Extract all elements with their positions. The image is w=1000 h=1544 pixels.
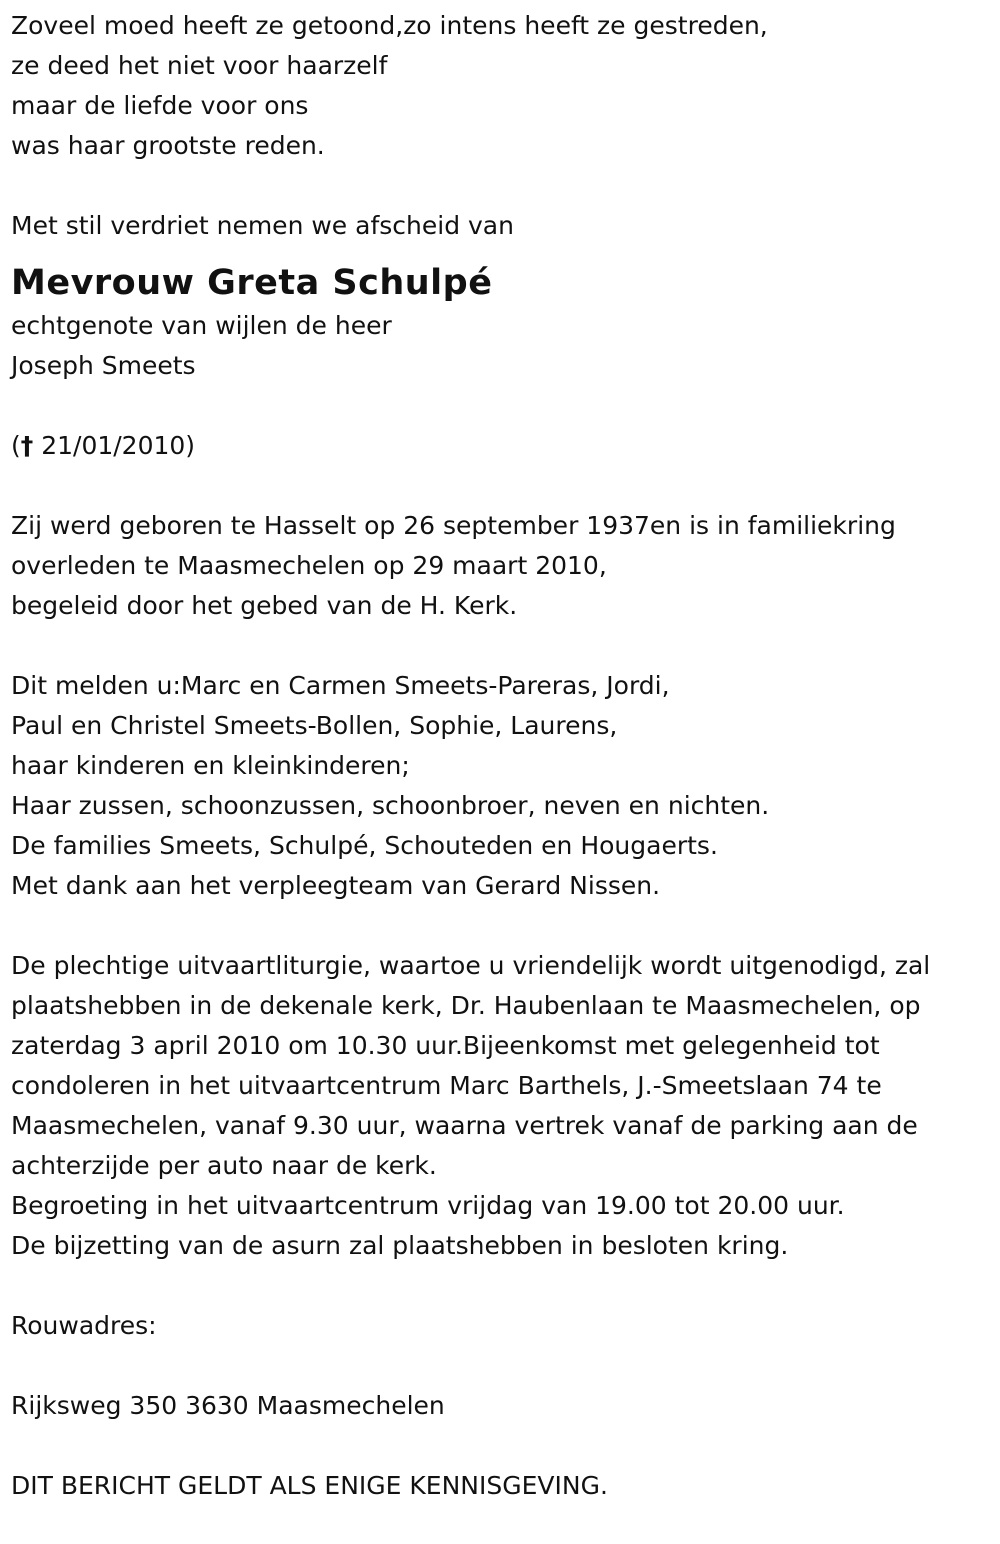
relation-line: echtgenote van wijlen de heer [11, 311, 392, 340]
obituary-notice [11, 6, 996, 1506]
spacer [11, 1266, 996, 1306]
spacer [11, 166, 996, 206]
poem-block [11, 6, 996, 166]
spacer [11, 386, 996, 426]
birth-death-line: begeleid door het gebed van de H. Kerk. [11, 591, 518, 620]
ceremony-line: Maasmechelen, vanaf 9.30 uur, waarna vertrek vanaf de parking aan de [11, 1111, 918, 1140]
family-line: De families Smeets, Schulpé, Schouteden en Hougaerts. [11, 831, 718, 860]
ceremony-line: De plechtige uitvaartliturgie, waartoe u vriendelijk wordt uitgenodigd, zal [11, 951, 931, 980]
deceased-name: Mevrouw Greta Schulpé [11, 263, 493, 303]
ceremony-line: plaatshebben in de dekenale kerk, Dr. Haubenlaan te Maasmechelen, op [11, 991, 921, 1020]
address-label: Rouwadres: [11, 1311, 157, 1340]
paren-open: ( [11, 431, 21, 460]
birth-death-line: overleden te Maasmechelen op 29 maart 2010, [11, 551, 607, 580]
family-line: Met dank aan het verpleegteam van Gerard Nissen. [11, 871, 661, 900]
intro-text: Met stil verdriet nemen we afscheid van [11, 211, 514, 240]
ceremony-line: achterzijde per auto naar de kerk. [11, 1151, 437, 1180]
ceremony-line: zaterdag 3 april 2010 om 10.30 uur.Bijeenkomst met gelegenheid tot [11, 1031, 880, 1060]
ceremony-line: Begroeting in het uitvaartcentrum vrijdag van 19.00 tot 20.00 uur. [11, 1191, 845, 1220]
spacer [11, 626, 996, 666]
birth-death-block [11, 506, 996, 626]
notice-text: DIT BERICHT GELDT ALS ENIGE KENNISGEVING. [11, 1471, 608, 1500]
ceremony-line: condoleren in het uitvaartcentrum Marc Barthels, J.-Smeetslaan 74 te [11, 1071, 882, 1100]
family-block [11, 666, 996, 906]
spouse-name: Joseph Smeets [11, 351, 196, 380]
birth-death-line: Zij werd geboren te Hasselt op 26 september 1937en is in familiekring [11, 511, 896, 540]
family-line: haar kinderen en kleinkinderen; [11, 751, 410, 780]
ceremony-block [11, 946, 996, 1266]
poem-line: Zoveel moed heeft ze getoond,zo intens heeft ze gestreden, [11, 11, 768, 40]
spacer [11, 906, 996, 946]
poem-line: maar de liefde voor ons [11, 91, 309, 120]
spouse-death-date: 21/01/2010) [33, 431, 196, 460]
cross-icon: † [20, 431, 34, 460]
family-line: Dit melden u:Marc en Carmen Smeets-Pareras, Jordi, [11, 671, 670, 700]
spouse-death-date-line [11, 426, 996, 466]
mourning-address: Rijksweg 350 3630 Maasmechelen [11, 1391, 445, 1420]
family-line: Haar zussen, schoonzussen, schoonbroer, neven en nichten. [11, 791, 770, 820]
poem-line: ze deed het niet voor haarzelf [11, 51, 388, 80]
family-line: Paul en Christel Smeets-Bollen, Sophie, Laurens, [11, 711, 618, 740]
ceremony-line: De bijzetting van de asurn zal plaatshebben in besloten kring. [11, 1231, 789, 1260]
poem-line: was haar grootste reden. [11, 131, 325, 160]
spacer [11, 1346, 996, 1386]
spacer [11, 466, 996, 506]
spacer [11, 1426, 996, 1466]
